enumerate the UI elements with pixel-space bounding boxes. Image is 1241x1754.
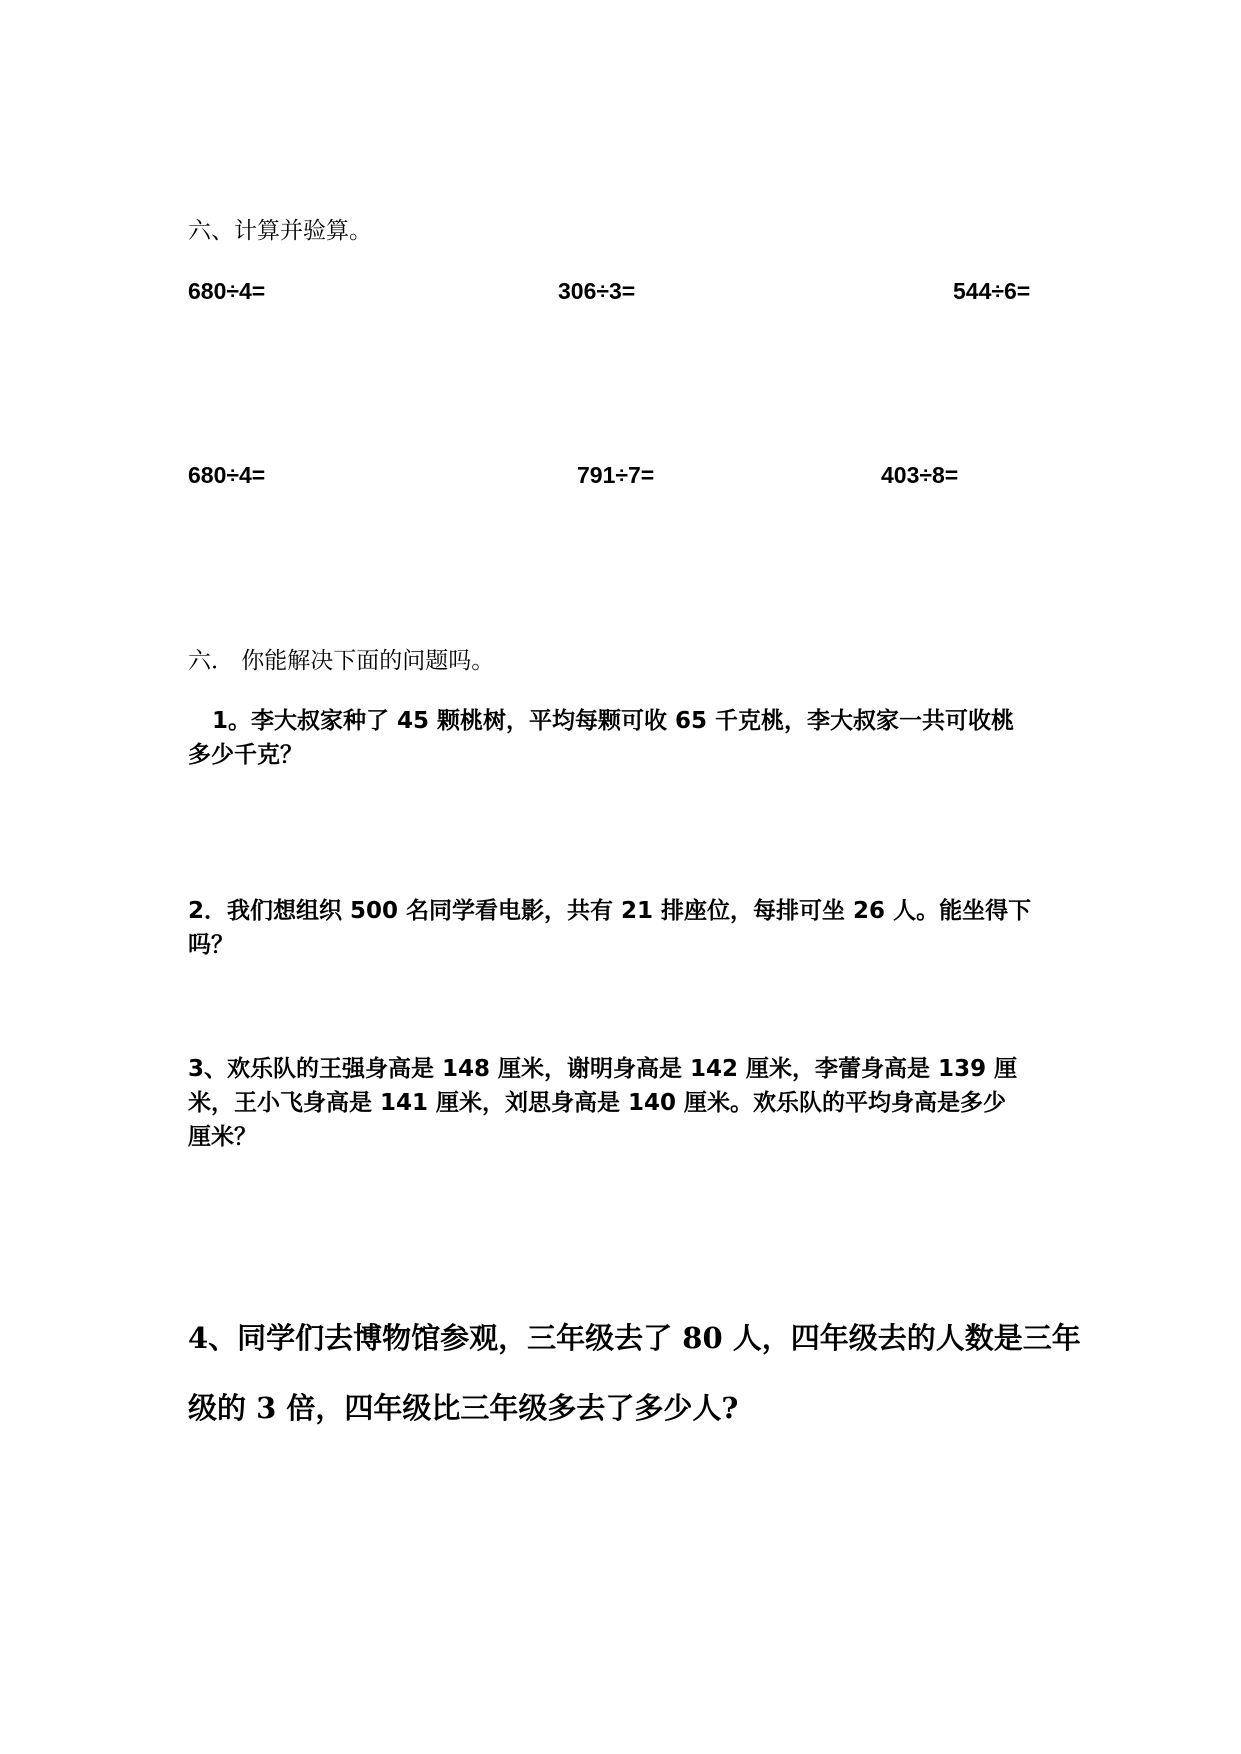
calc-item: 544÷6= xyxy=(953,278,1031,304)
problem-text-line: 级的 3 倍，四年级比三年级多去了多少人? xyxy=(188,1391,739,1425)
calc-item: 680÷4= xyxy=(188,278,266,304)
problem-text-line: 厘米？ xyxy=(188,1124,257,1150)
problem-text-line: 3、欢乐队的王强身高是 148 厘米，谢明身高是 142 厘米，李蕾身高是 139 厘 xyxy=(188,1056,1018,1082)
section-heading-calculation: 六、计算并验算。 xyxy=(188,218,372,244)
calc-item: 791÷7= xyxy=(577,462,655,488)
problem-text-line: 1。李大叔家种了 45 颗桃树，平均每颗可收 65 千克桃，李大叔家一共可收桃 xyxy=(212,708,1015,734)
calc-item: 306÷3= xyxy=(558,278,636,304)
problem-text-line: 4、同学们去博物馆参观，三年级去了 80 人，四年级去的人数是三年 xyxy=(188,1321,1081,1355)
problem-text-line: 吗？ xyxy=(188,932,234,958)
problem-text-line: 米，王小飞身高是 141 厘米，刘思身高是 140 厘米。欢乐队的平均身高是多少 xyxy=(188,1090,1007,1116)
section-heading-word-problems: 六． 你能解决下面的问题吗。 xyxy=(188,648,495,674)
problem-text-line: 2．我们想组织 500 名同学看电影，共有 21 排座位，每排可坐 26 人。能坐得下 xyxy=(188,898,1032,924)
problem-text-line: 多少千克？ xyxy=(188,742,303,768)
calc-item: 680÷4= xyxy=(188,462,266,488)
calc-item: 403÷8= xyxy=(881,462,959,488)
